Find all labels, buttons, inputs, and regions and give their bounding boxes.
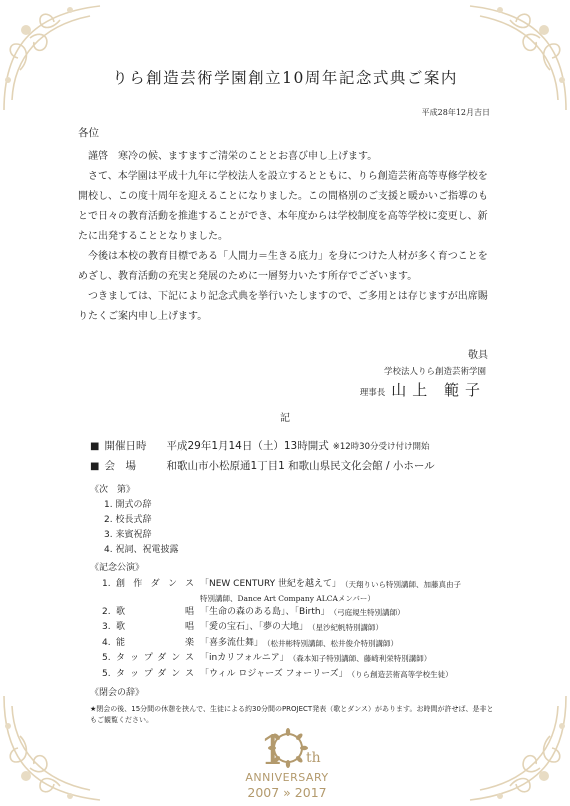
chair-name: 山上 範子 <box>391 381 486 399</box>
paragraph-goals: 今後は本校の教育目標である「人間力＝生きる底力」を身につけた人材が多く育つことをめざし、教育活動の充実と発展のために一層努力いたす所存でございます。 <box>78 251 488 282</box>
square-bullet: ■ <box>90 441 100 452</box>
performance-number: 5. <box>102 668 111 679</box>
performance-work: 「NEW CENTURY 世紀を越えて」 <box>200 579 342 589</box>
performance-number: 5. <box>102 653 111 663</box>
closing-word: 敬具 <box>468 350 488 361</box>
closing-ceremony-heading: 《閉会の辞》 <box>90 688 145 698</box>
performance-number: 1. <box>102 579 111 589</box>
program-list <box>104 498 178 558</box>
signature <box>360 379 486 400</box>
issue-date: 平成28年12月吉日 <box>421 108 490 117</box>
program-item: 4. 祝詞、祝電披露 <box>104 545 179 555</box>
program-item: 1. 開式の辞 <box>104 500 152 510</box>
ki-heading: 記 <box>280 413 290 424</box>
intermission-note: ★閉会の後、15分間の休憩を挟んで、生徒による約30分間のPROJECT発表（歌とダンス）があります。お時間が許せば、是非ともご観覧ください。 <box>90 705 494 724</box>
program-heading: 《次 第》 <box>90 485 136 495</box>
performance-item <box>102 636 461 652</box>
program-item: 2. 校長式辞 <box>104 515 152 525</box>
performance-performer-continued: 特別講師、Dance Art Company ALCAメンバー） <box>200 593 375 603</box>
datetime-label: 開催日時 <box>104 440 147 452</box>
anniversary-logo <box>224 726 350 802</box>
logo-digit: 1 <box>260 728 286 774</box>
logo-word: ANNIVERSARY <box>245 771 329 784</box>
performance-category: 創作ダンス <box>116 579 194 589</box>
letter-body <box>78 147 493 327</box>
performance-work: 「ウィル ロジャーズ フォーリーズ」 <box>200 668 348 679</box>
performance-work: 「喜多流仕舞」 <box>200 637 264 648</box>
performance-category: タップダンス <box>116 668 194 679</box>
performance-item <box>102 577 461 593</box>
performance-category: タップダンス <box>116 653 194 663</box>
chair-title: 理事長 <box>359 388 386 398</box>
event-venue <box>90 458 435 473</box>
paragraph-greeting: 謹啓 寒冷の候、ますますご清栄のこととお喜び申し上げます。 <box>88 151 378 162</box>
venue-label: 会 場 <box>104 460 136 472</box>
paragraph-history: さて、本学園は平成十九年に学校法人を設立するとともに、りら創造芸術高等専修学校を開校し、この度十周年を迎えることになりました。この間格別のご支援と暖かいご指導のもとで日々の教育活動を推進することができ、本年度からは学校制度を高等学校に変更し、新たに出発することとなりました。 <box>78 171 488 242</box>
performance-work: 「inカリフォルニア」 <box>200 653 289 663</box>
corner-ornament-top-right <box>450 0 570 120</box>
performance-category: 歌 唱 <box>116 606 194 617</box>
performance-item <box>102 605 461 621</box>
organization-name: 学校法人りら創造芸術学園 <box>383 367 486 377</box>
document-title: りら創造芸術学園創立10周年記念式典ご案内 <box>112 69 458 87</box>
datetime-note: ※12時30分受け付け開始 <box>332 442 430 452</box>
performance-item <box>102 651 461 667</box>
logo-years: 2007 » 2017 <box>247 785 327 800</box>
logo-suffix: th <box>306 750 321 766</box>
performance-heading: 《記念公演》 <box>90 563 145 573</box>
performance-performer: （りら創造芸術高等学校生徒） <box>347 669 453 679</box>
performance-list <box>102 577 461 682</box>
performance-performer: （弓庭規生特別講師） <box>329 607 405 617</box>
datetime-value: 平成29年1月14日（土）13時開式 <box>166 440 329 452</box>
performance-performer: （天翔りいら特別講師、加藤真由子 <box>341 580 462 589</box>
performance-performer: （松井彬特別講師、松井俊介特別講師） <box>263 638 399 648</box>
corner-ornament-top-left <box>0 0 120 120</box>
addressee: 各位 <box>78 127 99 139</box>
performance-work: 「生命の森のある島」、「Birth」 <box>200 606 330 617</box>
performance-performer: （星沙紀帆特別講師） <box>308 623 384 632</box>
performance-item <box>102 667 461 683</box>
performance-number: 4. <box>102 637 111 648</box>
performance-work: 「愛の宝石」、「夢の大地」 <box>200 622 309 632</box>
performance-item <box>102 620 461 636</box>
performance-performer: （森本知子特別講師、藤崎利栄特別講師） <box>288 654 432 663</box>
performance-number: 2. <box>102 606 111 617</box>
performance-category: 能 楽 <box>116 637 194 648</box>
performance-number: 3. <box>102 622 111 632</box>
square-bullet: ■ <box>90 461 100 472</box>
event-datetime <box>90 438 429 453</box>
program-item: 3. 来賓祝辞 <box>104 530 152 540</box>
performance-category: 歌 唱 <box>116 622 194 632</box>
venue-value: 和歌山市小松原通1丁目1 和歌山県民文化会館 / 小ホール <box>166 460 435 472</box>
paragraph-invitation: つきましては、下記により記念式典を挙行いたしますので、ご多用とは存じますが出席賜りたくご案内申し上げます。 <box>78 291 488 322</box>
